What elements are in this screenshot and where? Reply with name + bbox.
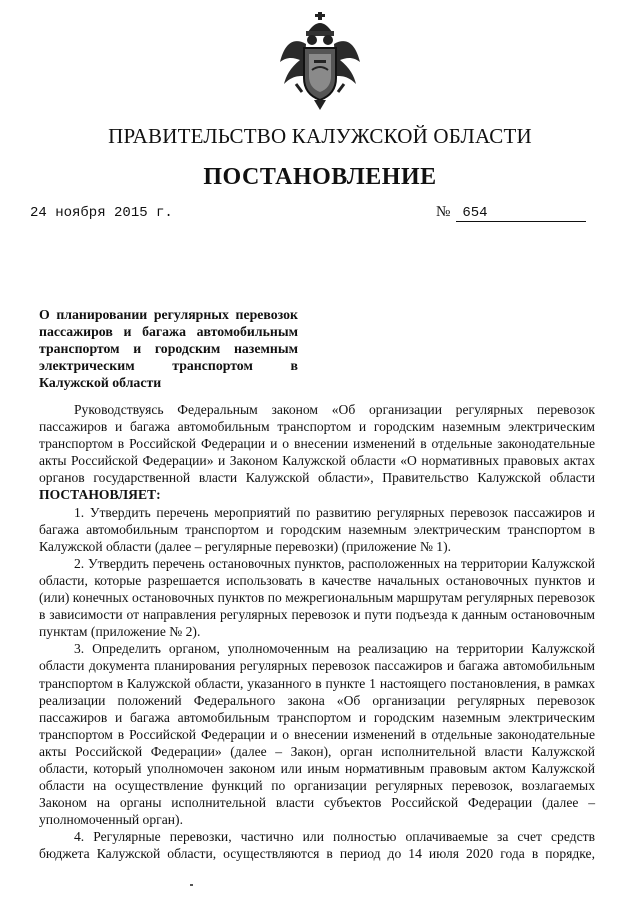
government-name: ПРАВИТЕЛЬСТВО КАЛУЖСКОЙ ОБЛАСТИ xyxy=(108,124,532,148)
number-value: 654 xyxy=(456,205,586,222)
document-body xyxy=(39,401,595,863)
document-type-title: ПОСТАНОВЛЕНИЕ xyxy=(203,164,437,190)
item-paragraph-2: 2. Утвердить перечень остановочных пунктов, расположенных на территории Калужской области, которые разрешается использовать в качестве начальных остановочных пунктов и (или) конечных остановочных пунктов по межрегиональным маршрутам регулярных перевозок в зависимости от направления регулярных перевозок и пути подъезда к данным остановочным пунктам (приложение № 2). xyxy=(39,555,595,640)
item-paragraph-3: 3. Определить органом, уполномоченным на реализацию на территории Калужской области документа планирования регулярных перевозок пассажиров и багажа автомобильным транспортом в Калужской области, указанного в пункте 1 настоящего постановления, в рамках реализации положений Федерального закона «Об организации регулярных перевозок пассажиров и багажа автомобильным транспортом и городским наземным электрическим транспортом в Российской Федерации и о внесении изменений в отдельные законодательные акты Российской Федерации» (далее – Закон), орган исполнительной власти Калужской области, который уполномочен законом или иным нормативным правовым актом Калужской области на осуществление функций по организации регулярных перевозок, возлагаемых Законом на органы исполнительной власти субъектов Российской Федерации (далее – уполномоченный орган). xyxy=(39,641,595,828)
coat-of-arms-icon xyxy=(278,10,362,112)
preamble-paragraph xyxy=(39,401,595,504)
number-sign: № xyxy=(436,204,451,220)
preamble-text: Руководствуясь Федеральным законом «Об организации регулярных перевозок пассажиров и багажа автомобильным транспортом и городским наземным электрическим транспортом в Российской Федерации и о внесении изменений в отдельные законодательные акты Российской Федерации» и Законом Калужской области «О нормативных правовых актах органов государственной власти Калужской области», Правительство Калужской области xyxy=(39,402,595,486)
document-number xyxy=(436,204,586,222)
resolves-keyword: ПОСТАНОВЛЯЕТ: xyxy=(39,487,161,503)
item-paragraph-4: 4. Регулярные перевозки, частично или полностью оплачиваемые за счет средств бюджета Калужской области, осуществляются в период до 14 июля 2020 года в порядке, xyxy=(39,829,595,862)
item-paragraph-1: 1. Утвердить перечень мероприятий по развитию регулярных перевозок пассажиров и багажа автомобильным транспортом и городским наземным электрическим транспортом в Калужской области (далее – регулярные перевозки) (приложение № 1). xyxy=(39,504,595,554)
document-subject: О планировании регулярных перевозок пассажиров и багажа автомобильным транспортом и городским наземным электрическим транспортом в Калужской области xyxy=(39,307,298,390)
scan-speck xyxy=(190,884,193,886)
document-date: 24 ноября 2015 г. xyxy=(30,205,173,221)
